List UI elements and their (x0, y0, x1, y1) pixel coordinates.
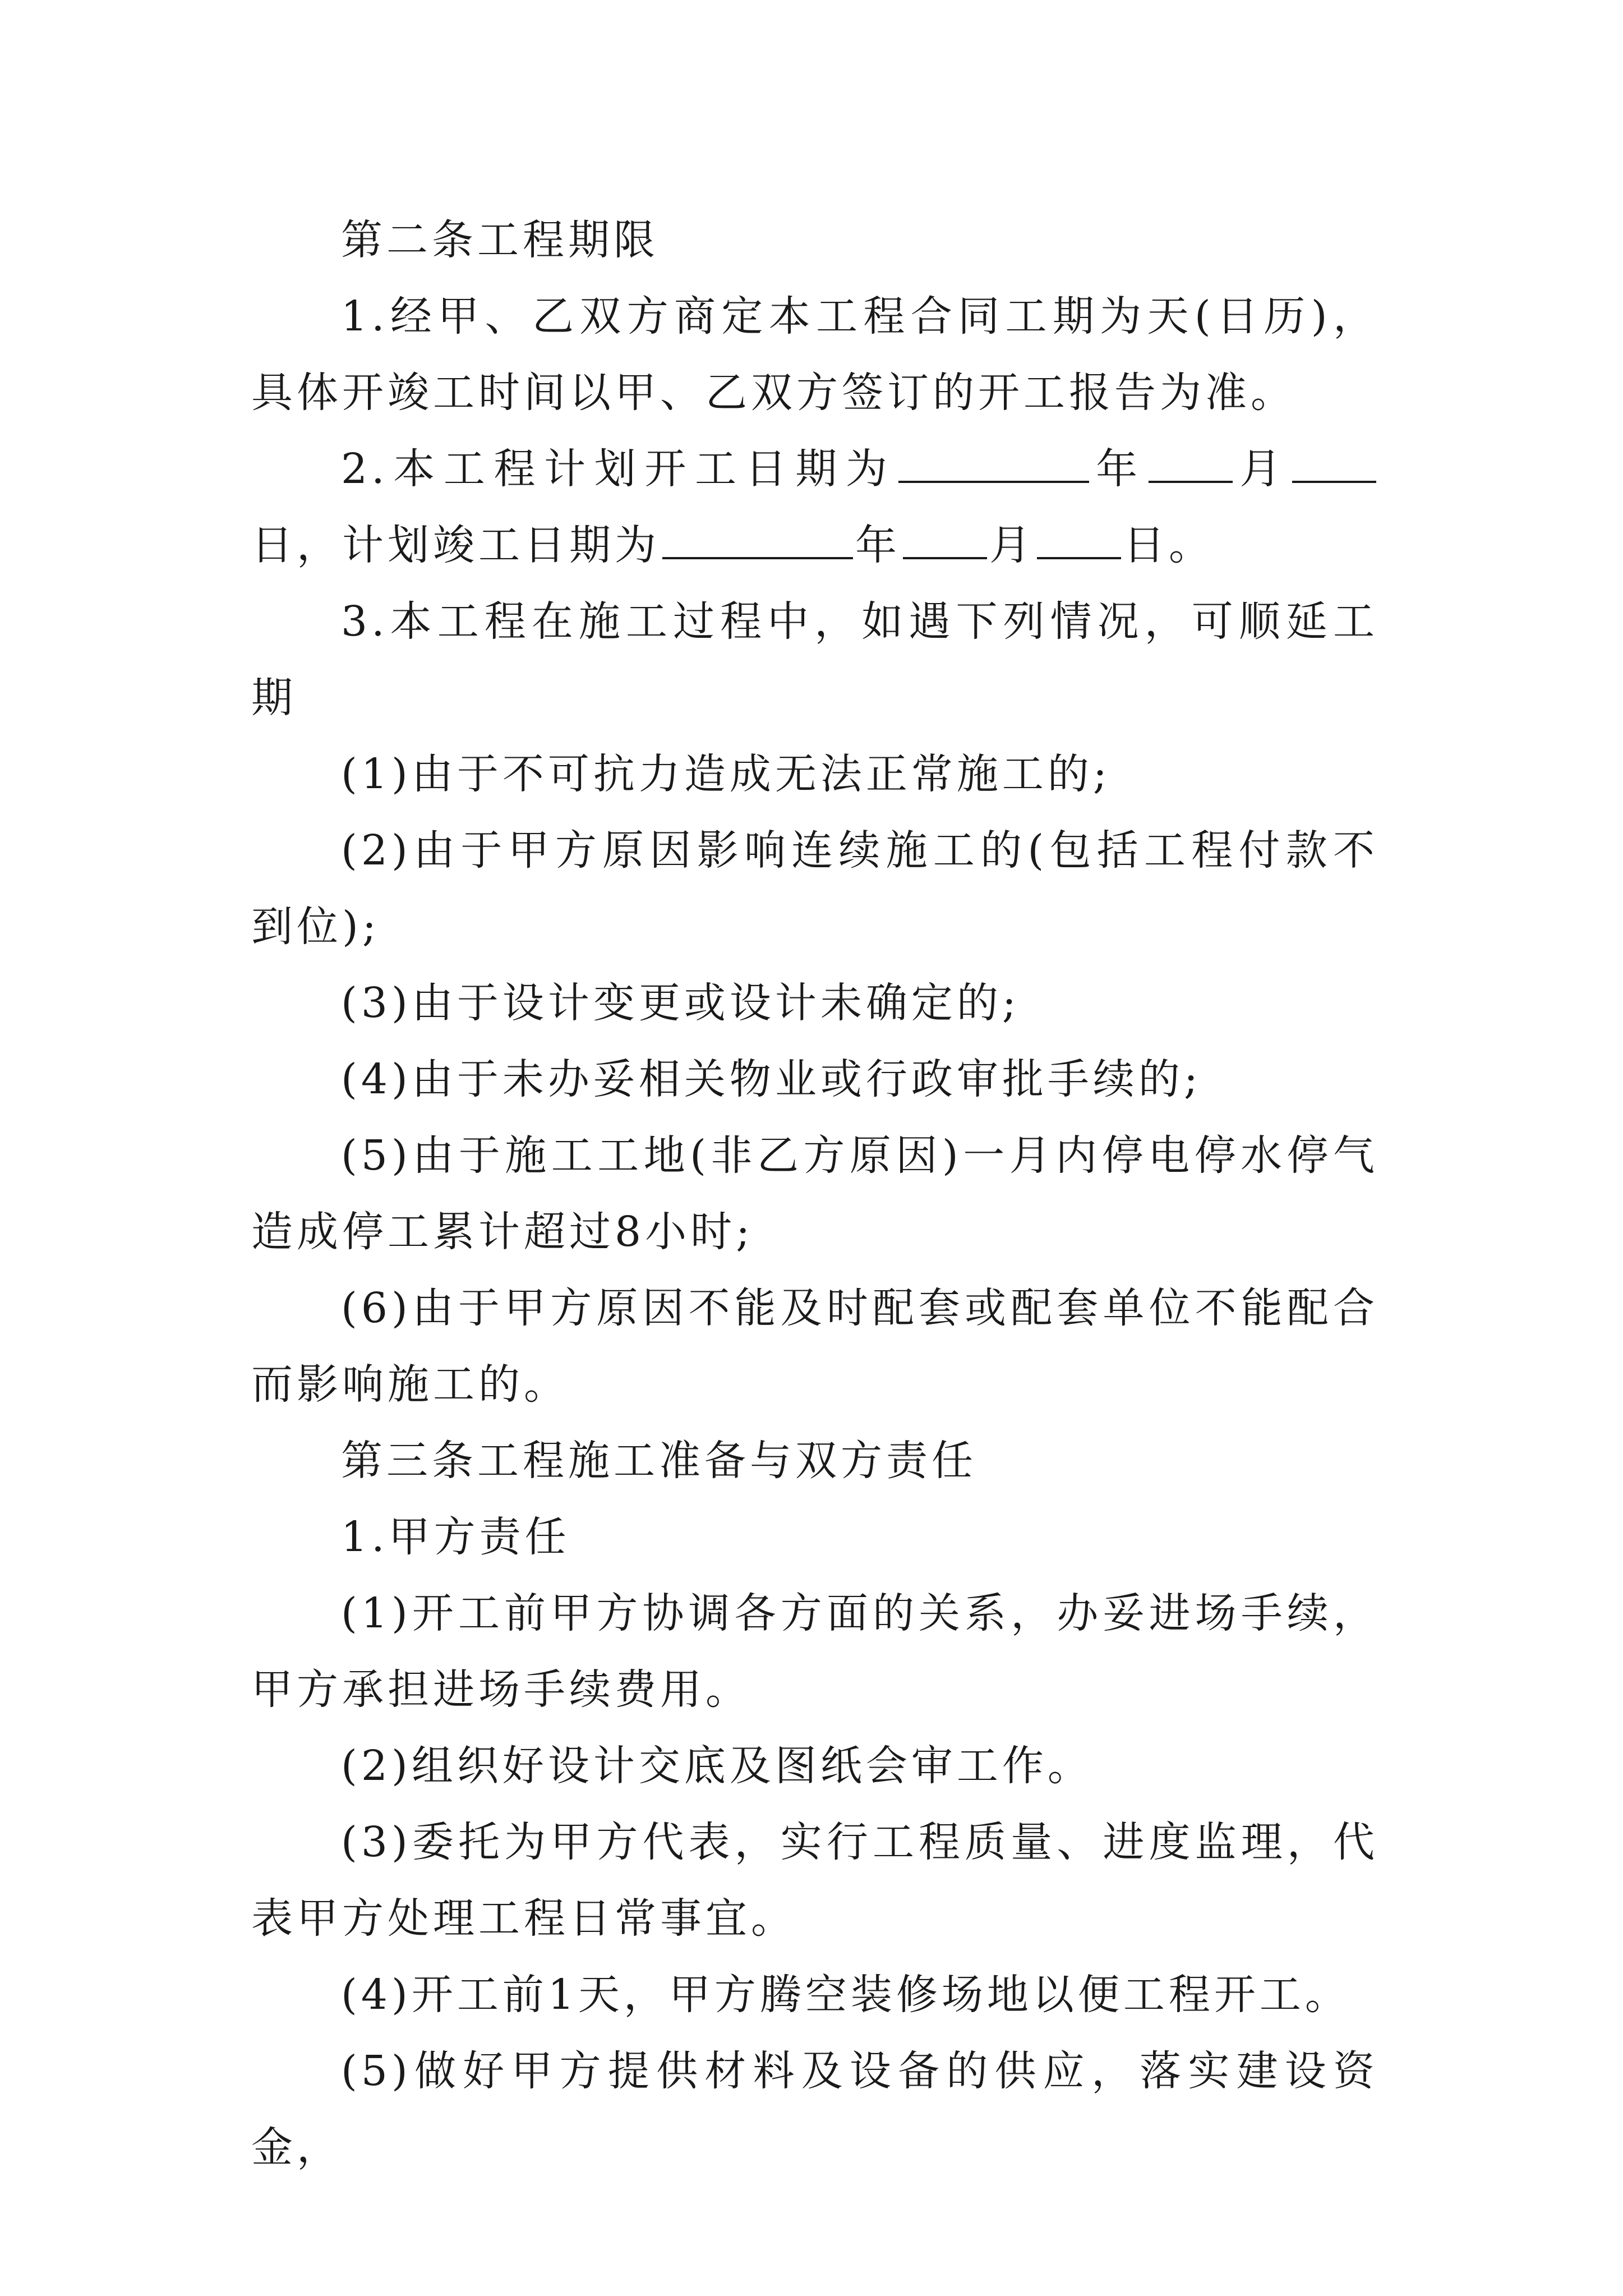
article-3-sub-2: (2)组织好设计交底及图纸会审工作。 (341, 1742, 1093, 1790)
article-2-item-1: 1.经甲、乙双方商定本工程合同工期为天(日历)，具体开竣工时间以甲、乙双方签订的开工报告为准。 (251, 292, 1378, 417)
article-2-sub-4: (4)由于未办妥相关物业或行政审批手续的; (341, 1055, 1202, 1103)
end-month-blank (903, 521, 987, 559)
article-3-sub-3: (3)委托为甲方代表，实行工程质量、进度监理，代表甲方处理工程日常事宜。 (251, 1818, 1378, 1943)
article-3-sub-5: (5)做好甲方提供材料及设备的供应，落实建设资金， (251, 2047, 1378, 2171)
article-3-sub-4: (4)开工前1天，甲方腾空装修场地以便工程开工。 (341, 1971, 1350, 2019)
article-2-sub-3: (3)由于设计变更或设计未确定的; (341, 979, 1020, 1027)
party-a-title: 1.甲方责任 (341, 1513, 570, 1561)
end-day-blank (1037, 521, 1121, 559)
year-label-2: 年 (855, 521, 901, 569)
article-2-sub-6: (6)由于甲方原因不能及时配套或配套单位不能配合而影响施工的。 (251, 1284, 1378, 1409)
start-day-blank (1292, 445, 1376, 483)
item-2-text-b: 计划竣工日期为 (342, 521, 660, 569)
start-month-blank (1149, 445, 1233, 483)
article-3-sub-1: (1)开工前甲方协调各方面的关系，办妥进场手续，甲方承担进场手续费用。 (251, 1589, 1378, 1714)
article-2-title: 第二条工程期限 (341, 216, 659, 264)
article-2-item-2 (251, 431, 1378, 583)
year-label: 年 (1091, 445, 1146, 493)
article-2-sub-1: (1)由于不可抗力造成无法正常施工的; (341, 750, 1111, 798)
month-label-2: 月 (989, 521, 1035, 569)
item-2-text-a: 2.本工程计划开工日期为 (341, 445, 896, 493)
start-year-blank (898, 445, 1089, 483)
end-year-blank (662, 521, 853, 559)
article-2-item-3: 3.本工程在施工过程中，如遇下列情况，可顺延工期 (251, 597, 1378, 722)
document-body (251, 202, 1378, 2185)
month-label: 月 (1234, 445, 1290, 493)
article-2-sub-2: (2)由于甲方原因影响连续施工的(包括工程付款不到位); (251, 826, 1378, 951)
day-label-end: 日。 (1123, 521, 1214, 569)
day-label: 日， (251, 521, 342, 569)
article-3-title: 第三条工程施工准备与双方责任 (341, 1437, 977, 1485)
article-2-sub-5: (5)由于施工工地(非乙方原因)一月内停电停水停气造成停工累计超过8小时; (251, 1131, 1378, 1256)
